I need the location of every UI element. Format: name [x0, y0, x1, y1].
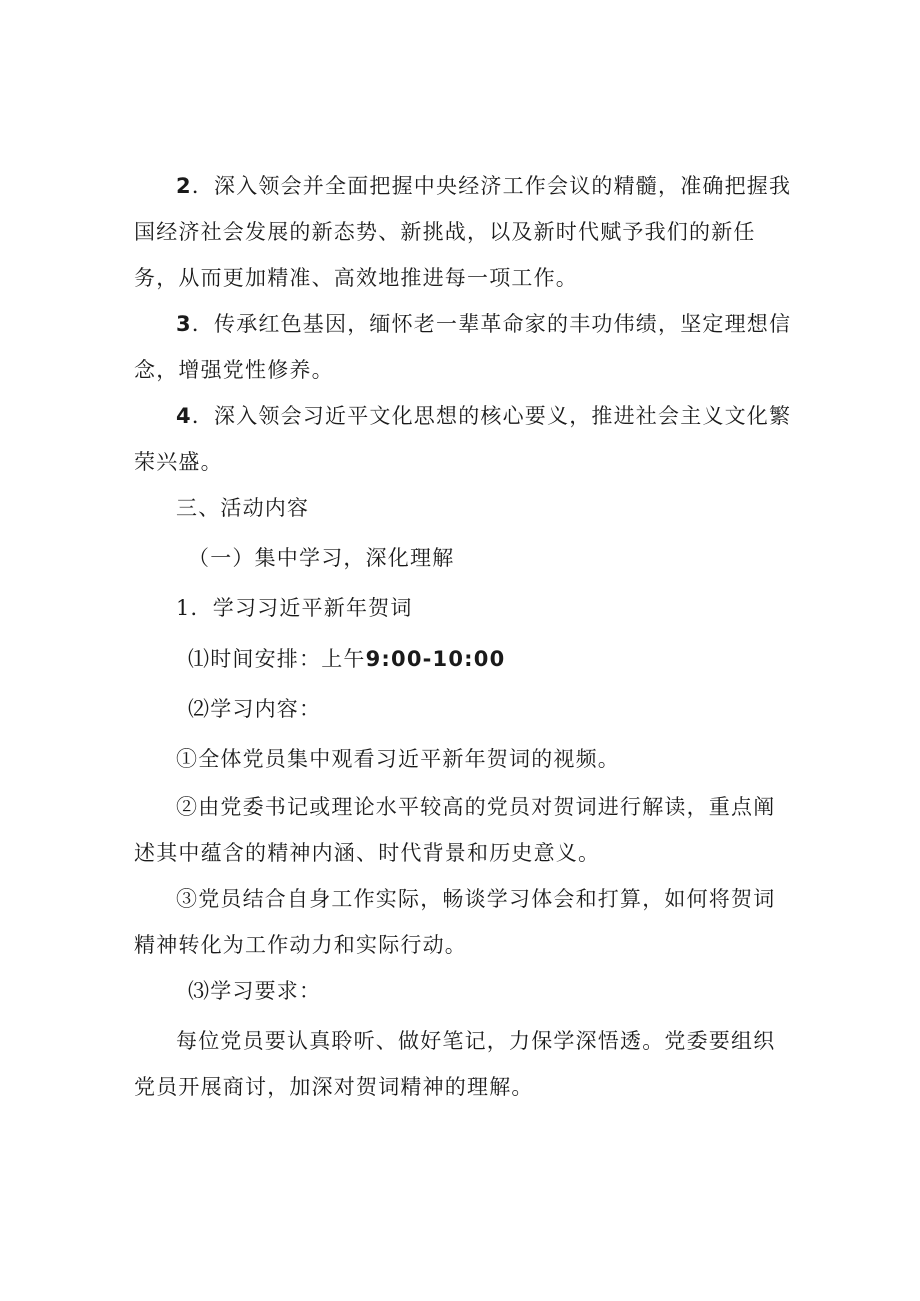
section-heading-activities: 三、活动内容 — [176, 496, 310, 520]
objective-4-text: ．深入领会习近平文化思想的核心要义，推进社会主义文化繁荣兴盛。 — [134, 404, 792, 474]
objective-4-number: 4 — [176, 404, 192, 428]
objective-4-paragraph — [134, 393, 796, 485]
content-item-2: ②由党委书记或理论水平较高的党员对贺词进行解读，重点阐述其中蕴含的精神内涵、时代背景和历史意义。 — [134, 795, 776, 865]
subsection-heading-study: （一）集中学习，深化理解 — [188, 546, 455, 570]
content-item-1: ①全体党员集中观看习近平新年贺词的视频。 — [176, 747, 620, 771]
objective-3-number: 3 — [176, 312, 192, 336]
time-value: 9:00-10:00 — [365, 647, 506, 671]
requirements-label: ⑶学习要求： — [188, 979, 322, 1003]
content-label: ⑵学习内容： — [188, 697, 322, 721]
time-label: ⑴时间安排：上午 — [188, 647, 366, 671]
objective-2-text: ．深入领会并全面把握中央经济工作会议的精髓，准确把握我国经济社会发展的新态势、新挑战，以及新时代赋予我们的新任务，从而更加精准、高效地推进每一项工作。 — [134, 174, 792, 290]
objective-3-paragraph — [134, 301, 796, 393]
objective-2-paragraph — [134, 163, 796, 301]
content-item-3: ③党员结合自身工作实际，畅谈学习体会和打算，如何将贺词精神转化为工作动力和实际行动。 — [134, 887, 776, 957]
time-arrangement — [188, 636, 505, 682]
objective-3-text: ．传承红色基因，缅怀老一辈革命家的丰功伟绩，坚定理想信念，增强党性修养。 — [134, 312, 792, 382]
item-1-heading: 1．学习习近平新年贺词 — [176, 596, 413, 620]
requirements-text: 每位党员要认真聆听、做好笔记，力保学深悟透。党委要组织党员开展商讨，加深对贺词精神的理解。 — [134, 1029, 776, 1099]
objective-2-number: 2 — [176, 174, 192, 198]
